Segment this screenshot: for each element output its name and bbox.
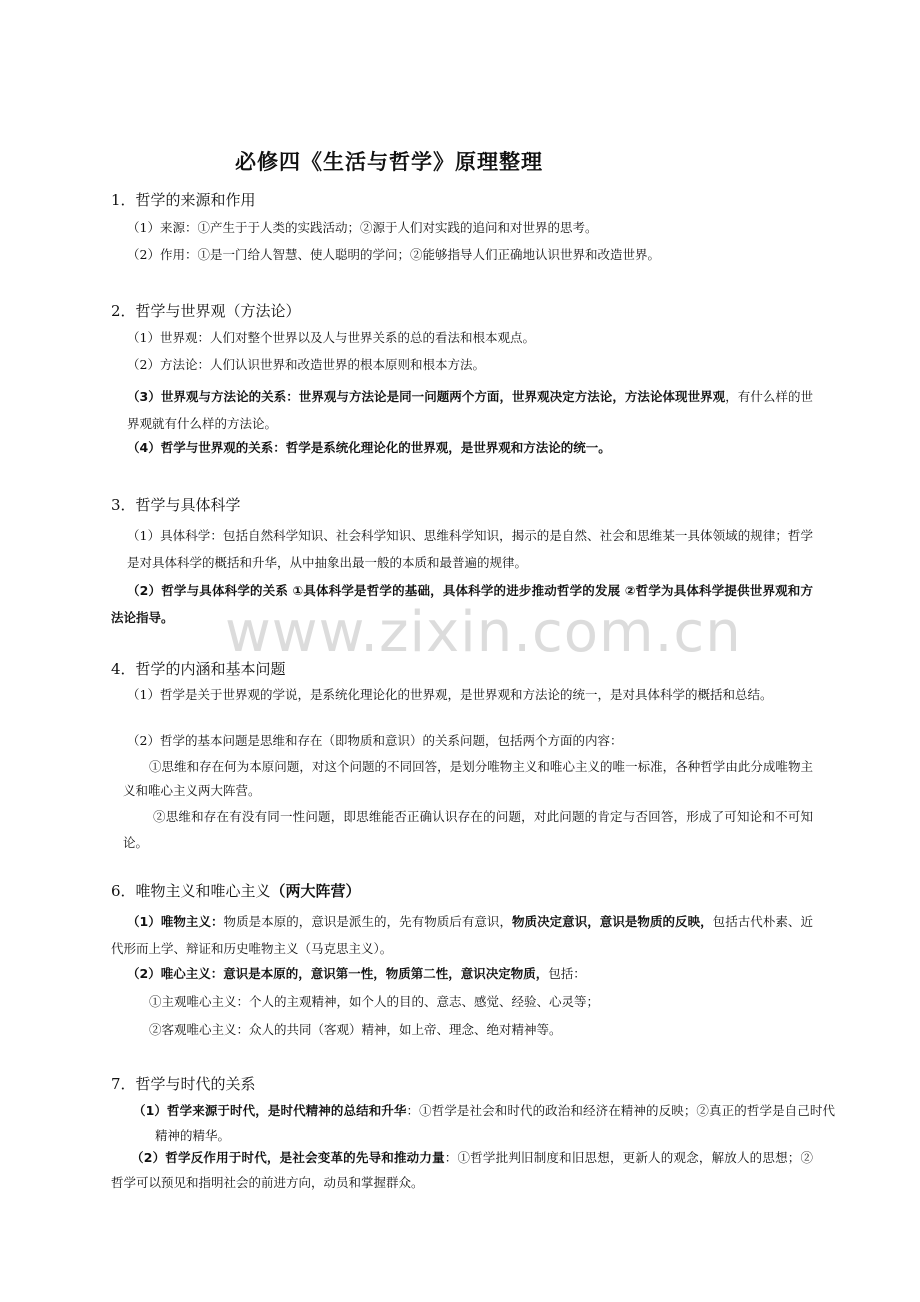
- s3-relation: （2）哲学与具体科学的关系 ①具体科学是哲学的基础，具体科学的进步推动哲学的发展 ②哲学为具体科学提供世界观和方法论指导。: [111, 583, 813, 625]
- section-3-heading: 3．哲学与具体科学: [111, 496, 241, 514]
- s2-relation: [127, 383, 813, 437]
- section-4-heading: 4．哲学的内涵和基本问题: [111, 660, 286, 678]
- section-7-heading: 7．哲学与时代的关系: [111, 1075, 256, 1093]
- watermark: www.zixin.com.cn: [225, 600, 742, 665]
- section-6-heading-bold: （两大阵营）: [270, 882, 361, 900]
- s6-idealism-bold: （2）唯心主义：意识是本原的，意识第一性，物质第二性，意识决定物质，: [127, 966, 549, 981]
- s6-idealism-text: 包括：: [548, 966, 586, 981]
- s4-point-2: ②思维和存在有没有同一性问题，即思维能否正确认识存在的问题，对此问题的肯定与否回答，形成了可知论和不可知论。: [123, 809, 813, 850]
- s4-basic-question: （2）哲学的基本问题是思维和存在（即物质和意识）的关系问题，包括两个方面的内容：: [127, 733, 623, 748]
- s6-objective-idealism: ②客观唯心主义：众人的共同（客观）精神，如上帝、理念、绝对精神等。: [149, 1022, 562, 1037]
- s7-reaction: [111, 1145, 813, 1195]
- section-6-heading-text: 6．唯物主义和唯心主义: [111, 882, 271, 900]
- section-2-heading: 2．哲学与世界观（方法论）: [111, 302, 301, 320]
- s2-relation-rest: ，有什么样的世界观就有什么样的方法论。: [127, 389, 813, 431]
- s7-reaction-text: ：①哲学批判旧制度和旧思想，更新人的观念，解放人的思想；②哲学可以预见和指明社会的前进方向，动员和掌握群众。: [111, 1150, 813, 1190]
- section-6-heading: [111, 880, 361, 902]
- s2-philosophy-worldview: （4）哲学与世界观的关系：哲学是系统化理论化的世界观，是世界观和方法论的统一。: [127, 440, 611, 455]
- s6-materialism-text1: 物质是本原的，意识是派生的，先有物质后有意识，: [223, 914, 512, 929]
- s4-definition: （1）哲学是关于世界观的学说，是系统化理论化的世界观，是世界观和方法论的统一，是对具体科学的概括和总结。: [127, 687, 773, 702]
- s2-methodology: （2）方法论：人们认识世界和改造世界的根本原则和根本方法。: [127, 357, 485, 372]
- s4-point-1: ①思维和存在何为本原问题，对这个问题的不同回答，是划分唯物主义和唯心主义的唯一标准，各种哲学由此分成唯物主义和唯心主义两大阵营。: [123, 759, 813, 798]
- s6-materialism-label: （1）唯物主义：: [127, 914, 224, 929]
- s6-materialism-text2: 包括古代朴素、近代形而上学、辩证和历史唯物主义（马克思主义）。: [111, 914, 813, 956]
- s7-origin: [133, 1098, 835, 1148]
- s3-specific-science: （1）具体科学：包括自然科学知识、社会科学知识、思维科学知识，揭示的是自然、社会和思维某一具体领域的规律；哲学是对具体科学的概括和升华，从中抽象出最一般的本质和最普遍的规律。: [127, 528, 813, 570]
- s7-origin-text: ：①哲学是社会和时代的政治和经济在精神的反映；②真正的哲学是自己时代精神的精华。: [155, 1103, 835, 1143]
- s6-idealism: [127, 964, 586, 984]
- s6-subjective-idealism: ①主观唯心主义：个人的主观精神，如个人的目的、意志、感觉、经验、心灵等；: [149, 994, 600, 1009]
- s6-materialism: [111, 908, 813, 962]
- s7-reaction-bold: （2）哲学反作用于时代，是社会变革的先导和推动力量: [131, 1150, 445, 1165]
- s7-origin-bold: （1）哲学来源于时代，是时代精神的总结和升华: [133, 1103, 407, 1118]
- s2-worldview: （1）世界观：人们对整个世界以及人与世界关系的总的看法和根本观点。: [127, 330, 535, 345]
- s2-relation-bold: （3）世界观与方法论的关系：世界观与方法论是同一问题两个方面，世界观决定方法论，方法论体现世界观: [127, 389, 726, 404]
- page-title: 必修四《生活与哲学》原理整理: [235, 150, 543, 174]
- section-1-heading: 1．哲学的来源和作用: [111, 191, 256, 209]
- s1-source: （1）来源：①产生于于人类的实践活动；②源于人们对实践的追问和对世界的思考。: [127, 220, 598, 235]
- s6-materialism-bold: 物质决定意识，意识是物质的反映，: [512, 914, 713, 929]
- s1-function: （2）作用：①是一门给人智慧、使人聪明的学问；②能够指导人们正确地认识世界和改造世界。: [127, 247, 660, 262]
